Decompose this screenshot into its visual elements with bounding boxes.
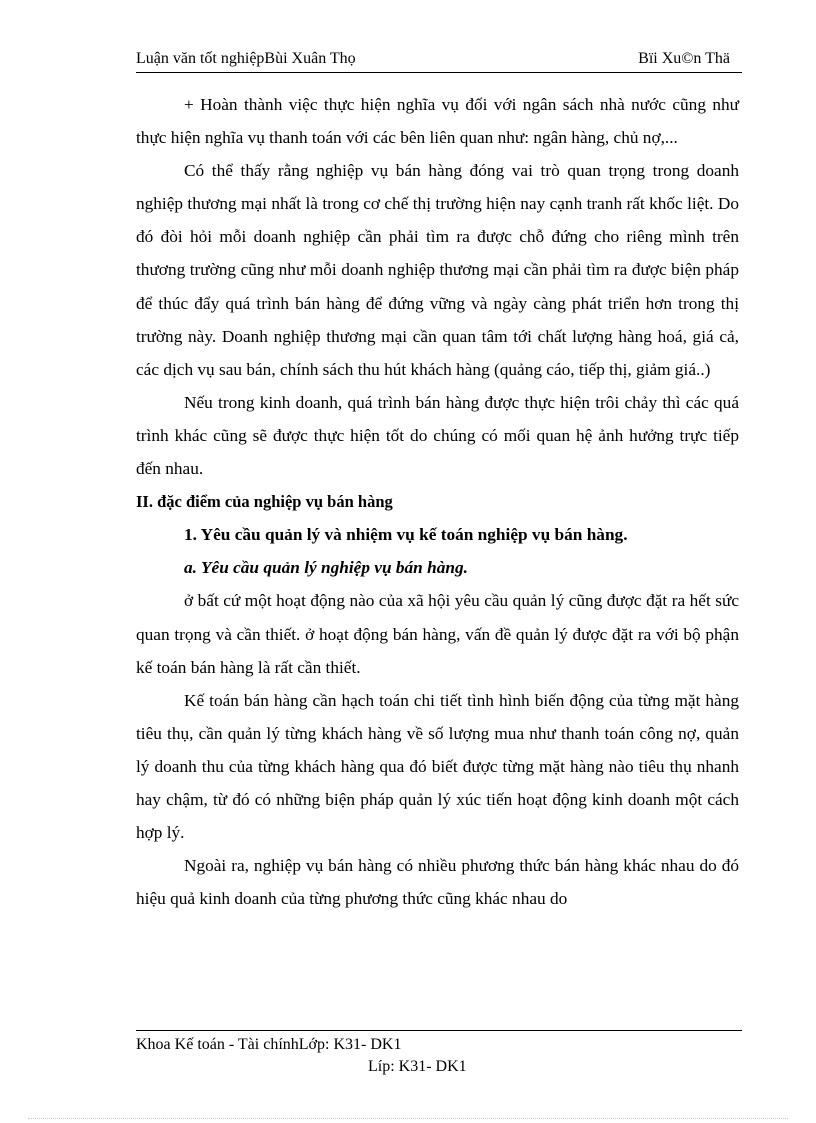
item-heading: a. Yêu cầu quản lý nghiệp vụ bán hàng. (184, 558, 468, 578)
header-left-title: Luận văn tốt nghiệpBùi Xuân Thọ (136, 50, 356, 67)
document-body (136, 88, 739, 915)
footer-line-1: Khoa Kế toán - Tài chínhLớp: K31- DK1 (136, 1036, 402, 1053)
header-rule (136, 72, 742, 73)
paragraph: Có thể thấy rằng nghiệp vụ bán hàng đóng vai trò quan trọng trong doanh nghiệp thương mại nhất là trong cơ chế thị trường hiện nay cạnh tranh rất khốc liệt. Do đó đòi hỏi mỗi doanh nghiệp cần phải tìm ra được chỗ đứng cho riêng mình trên thương trường cũng như mỗi doanh nghiệp thương mại cần phải tìm ra được biện pháp để thúc đẩy quá trình bán hàng để đứng vững và ngày càng phát triển hơn trong thị trường này. Doanh nghiệp thương mại cần quan tâm tới chất lượng hàng hoá, giá cả, các dịch vụ sau bán, chính sách thu hút khách hàng (quảng cáo, tiếp thị, giảm giá..) (136, 161, 739, 379)
paragraph: Ngoài ra, nghiệp vụ bán hàng có nhiều phương thức bán hàng khác nhau do đó hiệu quả kinh doanh của từng phương thức cũng khác nhau do (136, 856, 739, 909)
paragraph: Kế toán bán hàng cần hạch toán chi tiết tình hình biến động của từng mặt hàng tiêu thụ, cần quản lý từng khách hàng về số lượng mua như thanh toán công nợ, quản lý doanh thu của từng khách hàng qua đó biết được từng mặt hàng nào tiêu thụ nhanh hay chậm, từ đó có những biện pháp quản lý xúc tiến hoạt động kinh doanh một cách hợp lý. (136, 690, 739, 843)
section-heading: II. đặc điểm của nghiệp vụ bán hàng (136, 492, 393, 512)
subsection-heading: 1. Yêu cầu quản lý và nhiệm vụ kế toán nghiệp vụ bán hàng. (184, 525, 628, 545)
page-header (136, 50, 742, 74)
paragraph: Nếu trong kinh doanh, quá trình bán hàng được thực hiện trôi chảy thì các quá trình khác cũng sẽ được thực hiện tốt do chúng có mối quan hệ ảnh hưởng trực tiếp đến nhau. (136, 392, 739, 479)
paragraph: + Hoàn thành việc thực hiện nghĩa vụ đối với ngân sách nhà nước cũng như thực hiện nghĩa vụ thanh toán với các bên liên quan như: ngân hàng, chủ nợ,... (136, 95, 739, 148)
header-right-author: Bïi Xu©n Thä (638, 50, 730, 67)
footer-line-2: Líp: K31- DK1 (368, 1058, 467, 1075)
paragraph: ở bất cứ một hoạt động nào của xã hội yêu cầu quản lý cũng được đặt ra hết sức quan trọng và cần thiết. ở hoạt động bán hàng, vấn đề quản lý được đặt ra với bộ phận kế toán bán hàng là rất cần thiết. (136, 591, 739, 677)
footer-rule (136, 1030, 742, 1031)
page-bottom-dotted-border (28, 1118, 788, 1119)
page-footer (136, 1034, 742, 1078)
